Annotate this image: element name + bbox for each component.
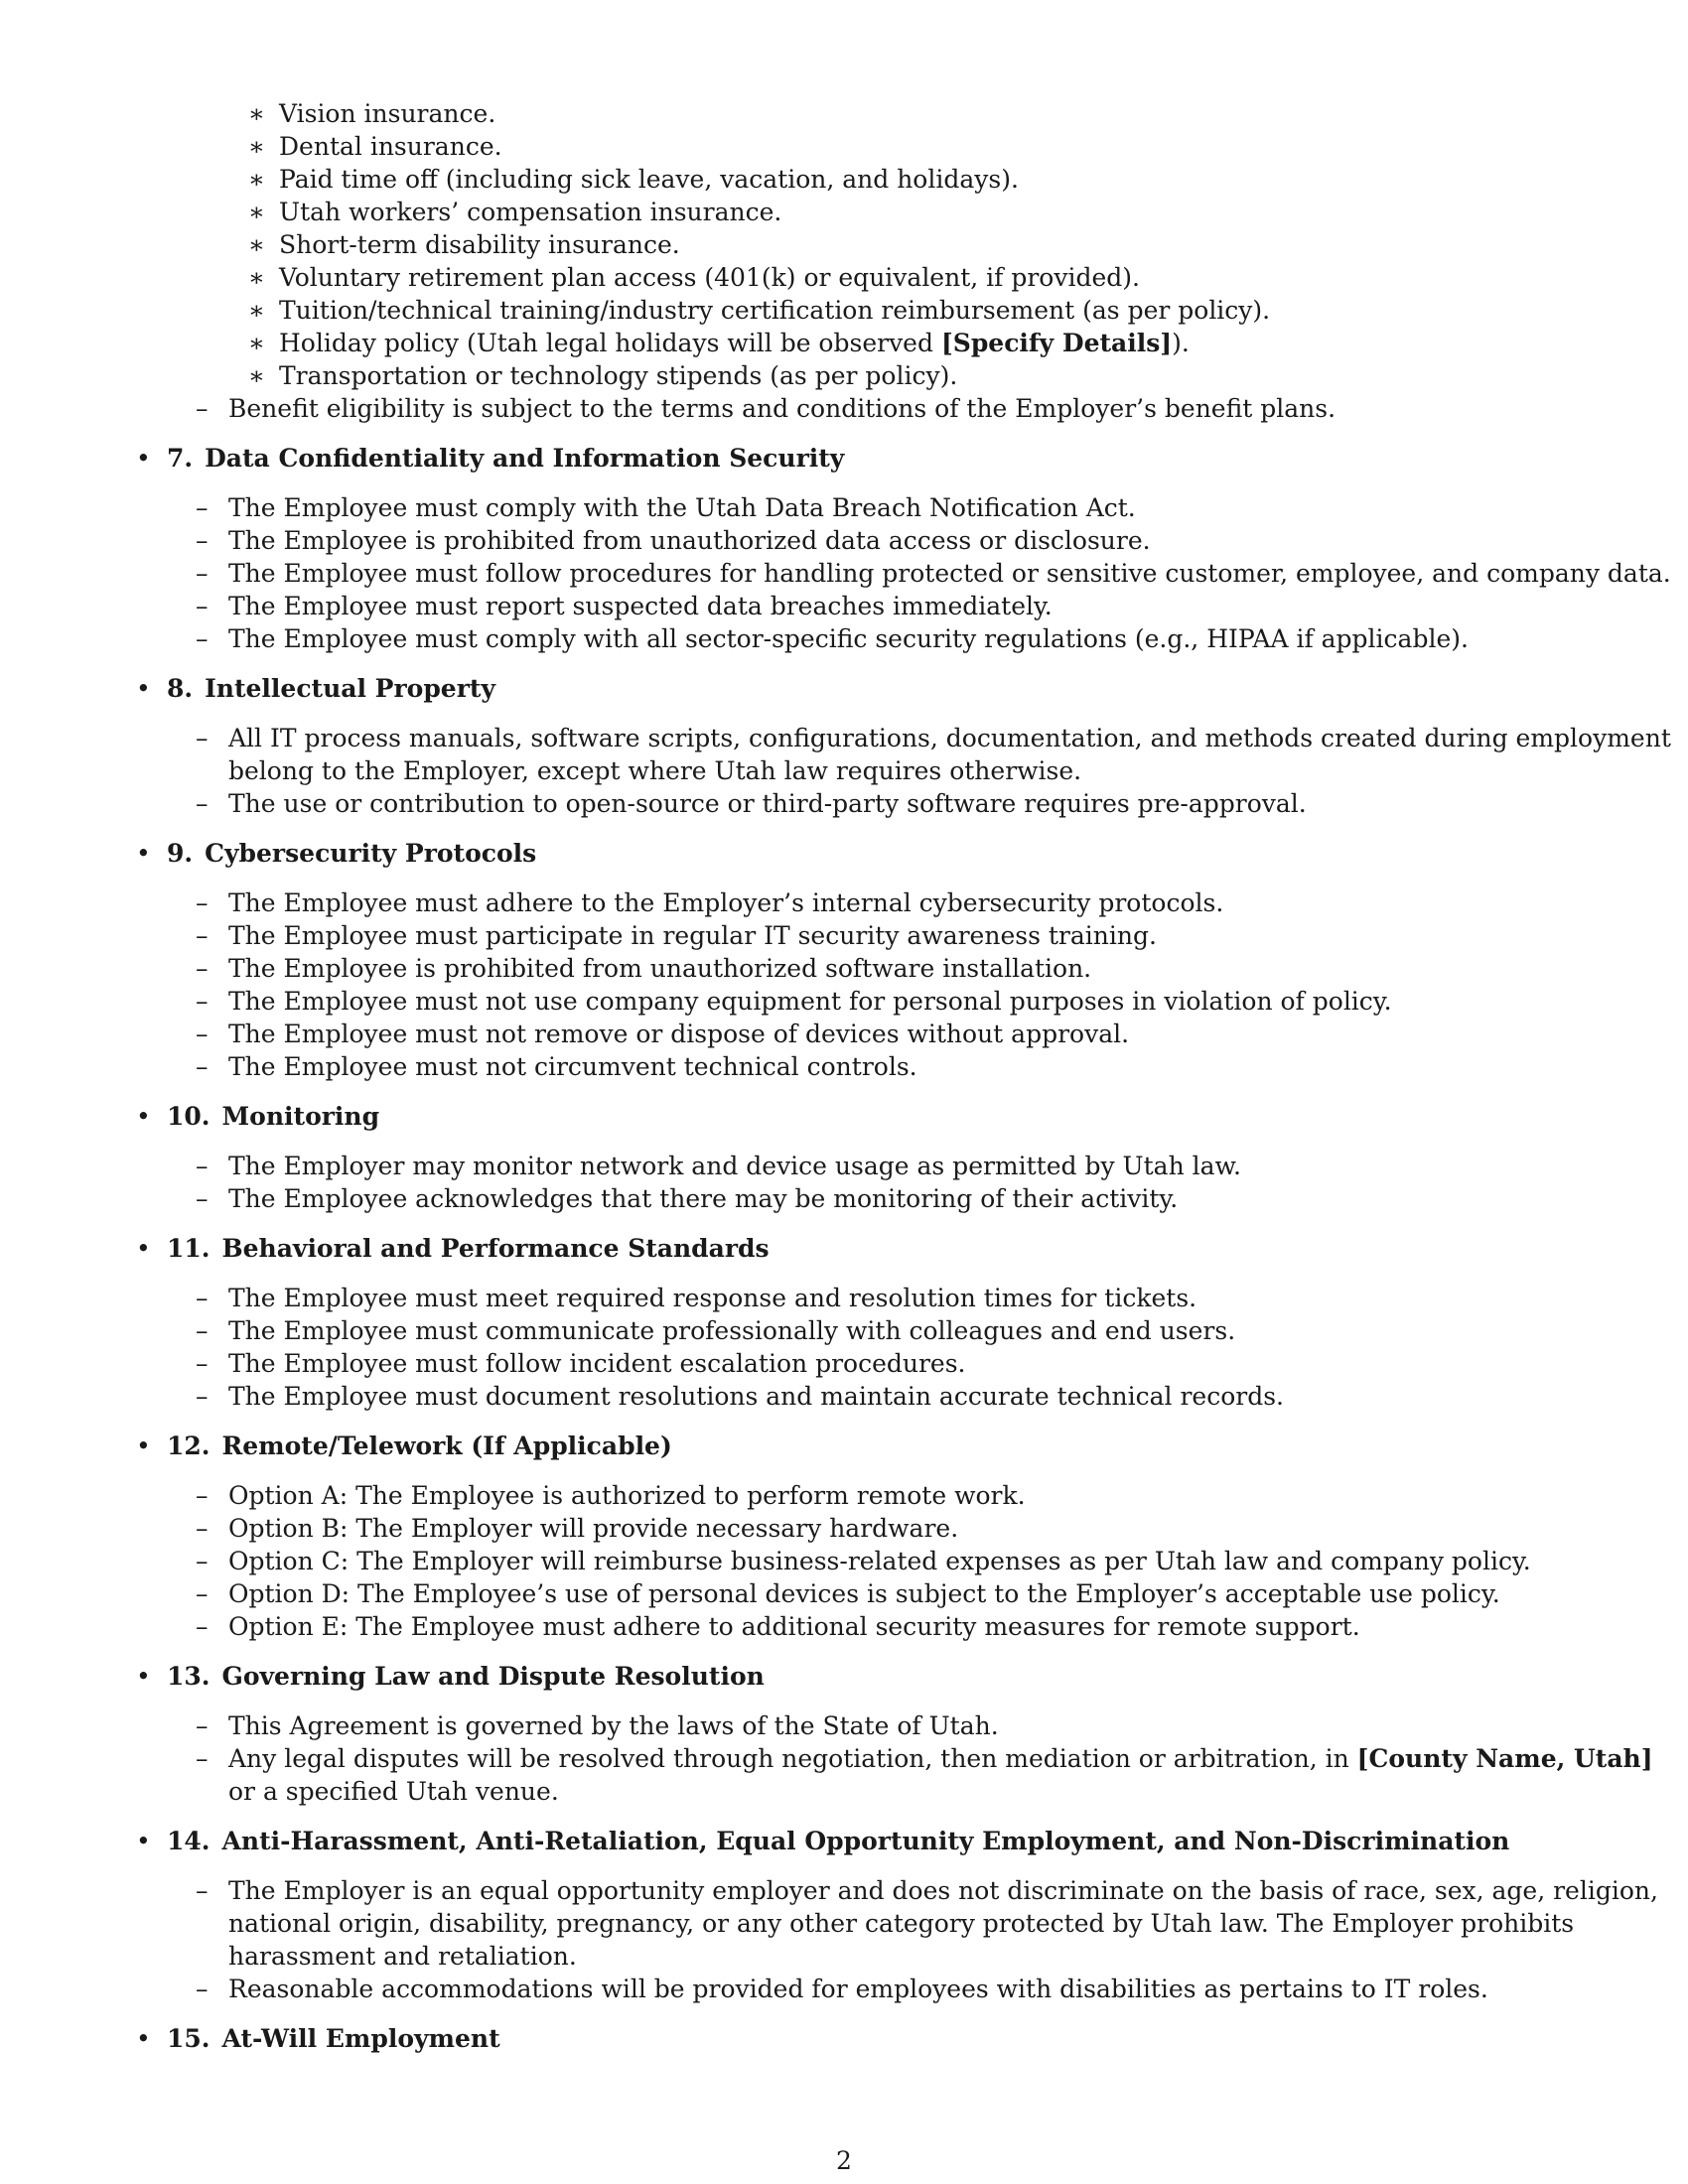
section-heading-7: • 7. Data Confidentiality and Information Security xyxy=(136,444,845,473)
benefit-item: ∗ Dental insurance. xyxy=(248,132,502,161)
list-item: – Option B: The Employer will provide necessary hardware. xyxy=(196,1514,959,1543)
list-item: – The Employee must comply with the Utah Data Breach Notification Act. xyxy=(196,493,1136,522)
list-item: – Option A: The Employee is authorized to perform remote work. xyxy=(196,1481,1026,1510)
list-item: – The use or contribution to open-source or third-party software requires pre-approval. xyxy=(196,789,1307,818)
section-heading-15: • 15. At-Will Employment xyxy=(136,2024,500,2053)
list-item-continuation: or a specified Utah venue. xyxy=(228,1777,559,1806)
list-item: – The Employer may monitor network and device usage as permitted by Utah law. xyxy=(196,1152,1241,1180)
list-item: – The Employee must meet required response and resolution times for tickets. xyxy=(196,1284,1197,1312)
list-item-continuation: harassment and retaliation. xyxy=(228,1942,577,1971)
list-item: – All IT process manuals, software scripts, configurations, documentation, and methods created during employment xyxy=(196,724,1671,752)
section-heading-10: • 10. Monitoring xyxy=(136,1102,380,1131)
list-item: – The Employee must communicate professionally with colleagues and end users. xyxy=(196,1316,1236,1345)
document-body xyxy=(0,97,1688,2072)
list-item: – Option D: The Employee’s use of personal devices is subject to the Employer’s acceptable use policy. xyxy=(196,1579,1500,1608)
benefit-item: ∗ Vision insurance. xyxy=(248,99,496,128)
list-item: – The Employee acknowledges that there may be monitoring of their activity. xyxy=(196,1184,1179,1213)
list-item-continuation: national origin, disability, pregnancy, or any other category protected by Utah law. The Employer prohibits xyxy=(228,1909,1575,1938)
list-item: – The Employee must follow incident escalation procedures. xyxy=(196,1349,966,1378)
list-item: – The Employer is an equal opportunity employer and does not discriminate on the basis of race, sex, age, religion, xyxy=(196,1876,1658,1905)
list-item: – The Employee must report suspected data breaches immediately. xyxy=(196,592,1053,620)
section-heading-8: • 8. Intellectual Property xyxy=(136,674,495,703)
benefit-item: ∗ Voluntary retirement plan access (401(k) or equivalent, if provided). xyxy=(248,263,1140,292)
list-item: – The Employee must not use company equipment for personal purposes in violation of policy. xyxy=(196,987,1392,1016)
list-item-continuation: belong to the Employer, except where Utah law requires otherwise. xyxy=(228,756,1082,785)
list-item: – The Employee must participate in regular IT security awareness training. xyxy=(196,921,1157,950)
list-item: – Option C: The Employer will reimburse business-related expenses as per Utah law and company policy. xyxy=(196,1547,1531,1575)
list-item: – The Employee must adhere to the Employer’s internal cybersecurity protocols. xyxy=(196,888,1224,917)
list-item: – The Employee must document resolutions and maintain accurate technical records. xyxy=(196,1382,1284,1411)
list-item: – Option E: The Employee must adhere to additional security measures for remote support. xyxy=(196,1612,1360,1641)
list-item: – The Employee is prohibited from unauthorized data access or disclosure. xyxy=(196,526,1151,555)
benefit-item: ∗ Transportation or technology stipends (as per policy). xyxy=(248,361,958,390)
benefit-item: ∗ Paid time off (including sick leave, vacation, and holidays). xyxy=(248,165,1019,194)
section-heading-14: • 14. Anti-Harassment, Anti-Retaliation, Equal Opportunity Employment, and Non-Discrimination xyxy=(136,1827,1510,1855)
benefit-item: ∗ Short-term disability insurance. xyxy=(248,230,680,259)
list-item: – Any legal disputes will be resolved through negotiation, then mediation or arbitration, in [County Name, Utah] xyxy=(196,1744,1653,1773)
list-item: – The Employee must follow procedures for handling protected or sensitive customer, employee, and company data. xyxy=(196,559,1671,588)
section-heading-13: • 13. Governing Law and Dispute Resolution xyxy=(136,1662,765,1691)
section-heading-12: • 12. Remote/Telework (If Applicable) xyxy=(136,1432,672,1460)
benefit-item: ∗ Utah workers’ compensation insurance. xyxy=(248,198,782,226)
benefit-eligibility: – Benefit eligibility is subject to the terms and conditions of the Employer’s benefit plans. xyxy=(196,394,1336,423)
list-item: – This Agreement is governed by the laws of the State of Utah. xyxy=(196,1711,999,1740)
section-heading-11: • 11. Behavioral and Performance Standards xyxy=(136,1234,770,1263)
list-item: – Reasonable accommodations will be provided for employees with disabilities as pertains to IT roles. xyxy=(196,1975,1488,2003)
benefit-item-holiday: ∗ Holiday policy (Utah legal holidays will be observed [Specify Details]). xyxy=(248,329,1190,357)
list-item: – The Employee must not circumvent technical controls. xyxy=(196,1052,917,1081)
list-item: – The Employee is prohibited from unauthorized software installation. xyxy=(196,954,1092,983)
benefit-item: ∗ Tuition/technical training/industry certification reimbursement (as per policy). xyxy=(248,296,1271,325)
section-heading-9: • 9. Cybersecurity Protocols xyxy=(136,839,537,868)
list-item: – The Employee must comply with all sector-specific security regulations (e.g., HIPAA if applicable). xyxy=(196,624,1469,653)
list-item: – The Employee must not remove or dispose of devices without approval. xyxy=(196,1020,1130,1048)
page-number: 2 xyxy=(836,2146,852,2175)
